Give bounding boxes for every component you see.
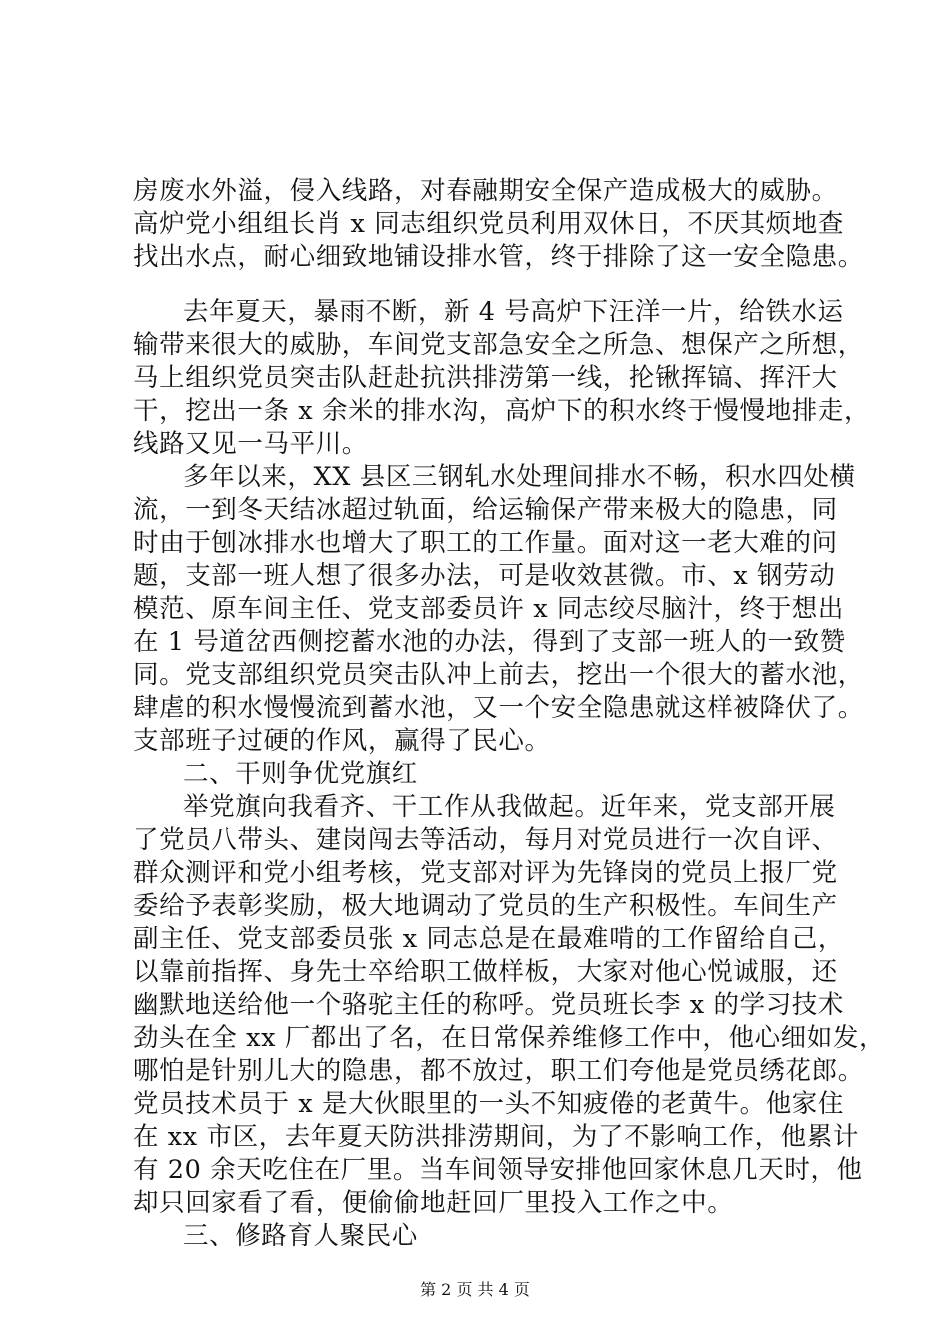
text-line: 在 xx 市区，去年夏天防洪排涝期间，为了不影响工作，他累计 <box>133 1122 859 1152</box>
text-line: 输带来很大的威胁，车间党支部急安全之所急、想保产之所想， <box>133 330 864 360</box>
text-line: 找出水点，耐心细致地铺设排水管，终于排除了这一安全隐患。 <box>133 242 864 272</box>
text-line: 劲头在全 xx 厂都出了名，在日常保养维修工作中，他心细如发， <box>133 1023 886 1053</box>
text-line: 题，支部一班人想了很多办法，可是收效甚微。市、x 钢劳动 <box>133 561 836 591</box>
text-line: 同。党支部组织党员突击队冲上前去，挖出一个很大的蓄水池， <box>133 660 864 690</box>
text-line: 线路又见一马平川。 <box>133 429 368 459</box>
text-line: 模范、原车间主任、党支部委员许 x 同志绞尽脑汁，终于想出 <box>133 594 844 624</box>
section-heading: 二、干则争优党旗红 <box>183 759 418 789</box>
text-line: 却只回家看了看，便偷偷地赶回厂里投入工作之中。 <box>133 1188 734 1218</box>
page-number-footer: 第 2 页 共 4 页 <box>420 1280 530 1299</box>
text-line: 委给予表彰奖励，极大地调动了党员的生产积极性。车间生产 <box>133 891 838 921</box>
text-line: 时由于刨冰排水也增大了职工的工作量。面对这一老大难的问 <box>133 528 838 558</box>
text-line: 以靠前指挥、身先士卒给职工做样板，大家对他心悦诚服，还 <box>133 957 838 987</box>
text-line: 群众测评和党小组考核，党支部对评为先锋岗的党员上报厂党 <box>133 858 838 888</box>
text-line: 去年夏天，暴雨不断，新 4 号高炉下汪洋一片，给铁水运 <box>183 297 844 327</box>
text-line: 马上组织党员突击队赶赴抗洪排涝第一线，抡锹挥镐、挥汗大 <box>133 363 838 393</box>
text-line: 哪怕是针别儿大的隐患，都不放过，职工们夸他是党员绣花郎。 <box>133 1056 864 1086</box>
text-line: 副主任、党支部委员张 x 同志总是在最难啃的工作留给自己， <box>133 924 844 954</box>
text-line: 房废水外溢，侵入线路，对春融期安全保产造成极大的威胁。 <box>133 176 838 206</box>
text-line: 党员技术员于 x 是大伙眼里的一头不知疲倦的老黄牛。他家住 <box>133 1089 844 1119</box>
text-line: 多年以来，XX 县区三钢轧水处理间排水不畅，积水四处横 <box>183 462 856 492</box>
text-line: 在 1 号道岔西侧挖蓄水池的办法，得到了支部一班人的一致赞 <box>133 627 846 657</box>
text-line: 举党旗向我看齐、干工作从我做起。近年来，党支部开展 <box>183 792 836 822</box>
text-line: 肆虐的积水慢慢流到蓄水池，又一个安全隐患就这样被降伏了。 <box>133 693 864 723</box>
text-line: 高炉党小组组长肖 x 同志组织党员利用双休日，不厌其烦地查 <box>133 209 844 239</box>
section-heading: 三、修路育人聚民心 <box>183 1221 418 1251</box>
text-line: 支部班子过硬的作风，赢得了民心。 <box>133 726 551 756</box>
text-line: 干，挖出一条 x 余米的排水沟，高炉下的积水终于慢慢地排走， <box>133 396 871 426</box>
text-line: 幽默地送给他一个骆驼主任的称呼。党员班长李 x 的学习技术 <box>133 990 844 1020</box>
text-line: 了党员八带头、建岗闯去等活动，每月对党员进行一次自评、 <box>133 825 838 855</box>
text-line: 有 20 余天吃住在厂里。当车间领导安排他回家休息几天时，他 <box>133 1155 863 1185</box>
text-line: 流，一到冬天结冰超过轨面，给运输保产带来极大的隐患，同 <box>133 495 838 525</box>
